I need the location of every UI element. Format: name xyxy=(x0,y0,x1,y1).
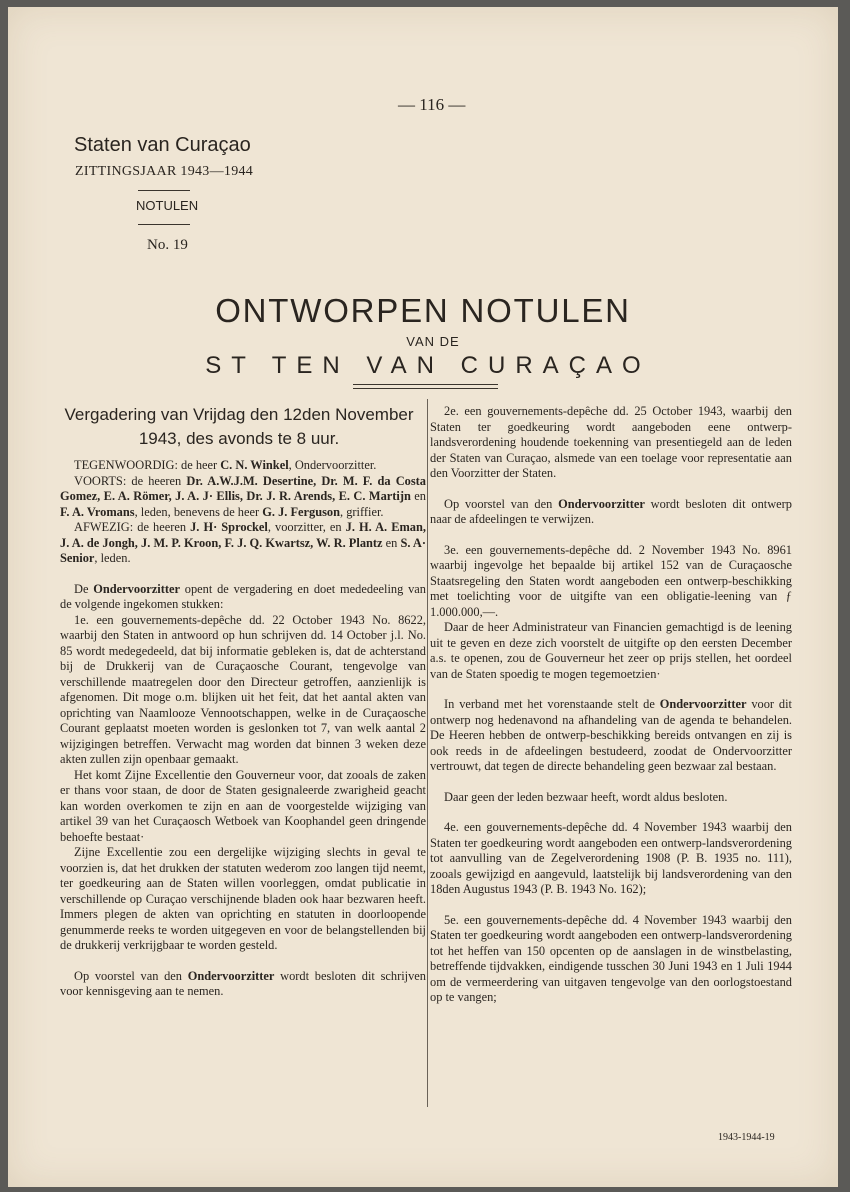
present-label: TEGENWOORDIG: de heer xyxy=(74,458,221,472)
header-rule-top xyxy=(138,190,190,191)
item-3-proposal-post: voor dit ontwerp nog hedenavond na afhandeling van de agenda te behandelen. De Heeren hebben de ontwerp-beschikking bereids ontvangen en zij is ook reeds in de afdeelingen bestudeerd, zoodat de Ondervoorzitter vertrouwt, dat tegen de directe behandeling geen bezwaar zal bestaan. xyxy=(430,697,792,773)
header-title: Staten van Curaçao xyxy=(74,134,251,156)
item-1-decision xyxy=(60,969,426,1000)
absent-label: AFWEZIG: de heeren xyxy=(74,520,191,534)
item-5: 5e. een gouvernements-depêche dd. 4 November 1943 waarbij den Staten ter goedkeuring wordt aangeboden een ontwerp-landsverordening tot het heffen van 150 opcenten op de aanslagen in de winstbelasting, betreffende tijdvakken, eindigende tusschen 30 Juni 1943 en 1 Juli 1944 om de vermeerdering van uitgaven tengevolge van den oorlogstoestand op te vangen; xyxy=(430,912,792,1004)
meeting-title: Vergadering van Vrijdag den 12den November 1943, des avonds te 8 uur. xyxy=(64,405,414,448)
item-2: 2e. een gouvernements-depêche dd. 25 October 1943, waarbij den Staten ter goedkeuring wordt aangeboden eene ontwerp-landsverordening houdende toekenning van presentiegeld aan de leden der Staten van Curaçao, alsmede van een toelage voor representatie aan den Voorzitter der Staten. xyxy=(430,404,792,480)
absent-post: , leden. xyxy=(94,551,131,565)
left-column xyxy=(60,458,426,1000)
opening-paragraph xyxy=(60,582,426,613)
title-staten: ST TEN VAN CURAÇAO xyxy=(205,352,651,379)
main-title: ONTWORPEN NOTULEN xyxy=(215,292,631,329)
item-2-decision xyxy=(430,497,792,528)
absent-names: J. H. A. Eman, J. A. de Jongh, J. M. P. Kroon, F. J. Q. Kwartsz, W. R. Plantz xyxy=(60,520,426,550)
decision-pre: Op voorstel van den xyxy=(74,968,188,983)
absent-and: en xyxy=(382,535,401,550)
title-underline-2 xyxy=(353,388,498,389)
decision-bold: Ondervoorzitter xyxy=(187,968,275,983)
item-1-para-3: Zijne Excellentie zou een dergelijke wijziging slechts in geval te voorzien is, dat het drukken der statuten wederom zoo langen tijd neemt, ter goedkeuring aan de Staten willen voorleggen, omdat publicatie in verschillende op Curaçao verschijnende bladen ook haar bezwaren heeft. Immers plegen de akten van oprichting en statuten in doorloopende genummerde reeks te worden uitgegeven en voor de belangstellenden bij de drukkerij verkrijgbaar te worden gesteld. xyxy=(60,845,426,952)
item-3-proposal-bold: Ondervoorzitter xyxy=(659,697,747,711)
opening-post: opent de vergadering en doet mededeeling van de volgende ingekomen stukken: xyxy=(60,581,427,611)
document-page xyxy=(8,7,838,1187)
present-role: , Ondervoorzitter. xyxy=(288,458,377,472)
present-name: C. N. Winkel xyxy=(220,458,289,472)
opening-pre: De xyxy=(74,581,94,596)
present-paragraph xyxy=(60,458,426,474)
also-present-name2: F. A. Vromans xyxy=(60,504,135,519)
page-number: — 116 — xyxy=(398,95,466,114)
also-present-paragraph xyxy=(60,474,426,521)
item-1-para-2: Het komt Zijne Excellentie den Gouverneur voor, dat zooals de zaken er thans voor staan, de door de Staten gesignaleerde zwarigheid geacht kan worden overkomen te zijn en aan de voorgestelde wijziging van artikel 39 van het Curaçaosch Wetboek van Koophandel geen dringende behoefte bestaat· xyxy=(60,767,426,844)
opening-bold: Ondervoorzitter xyxy=(93,581,180,596)
title-underline-1 xyxy=(353,384,498,385)
item-3-para-2: Daar de heer Administrateur van Financien gemachtigd is de leening uit te geven en deze zich voorstelt de uitgifte op den eersten December a.s. te openen, zou de Gouverneur het zeer op prijs stellen, het oordeel van de Staten spoedig te mogen tegemoetzien· xyxy=(430,620,792,681)
also-present-names: Dr. A.W.J.M. Desertine, Dr. M. F. da Costa Gomez, E. A. Römer, J. A. J· Ellis, Dr. J. R. Arends, E. C. Martijn xyxy=(60,473,426,503)
session-year: ZITTINGSJAAR 1943—1944 xyxy=(75,164,254,179)
also-present-and: en xyxy=(410,489,426,503)
header-rule-bottom xyxy=(138,224,190,225)
item-2-decision-bold: Ondervoorzitter xyxy=(558,496,645,511)
item-2-decision-post: wordt besloten dit ontwerp naar de afdeelingen te verwijzen. xyxy=(430,496,792,526)
item-3-decision: Daar geen der leden bezwaar heeft, wordt aldus besloten. xyxy=(444,789,728,804)
also-present-mid: , leden, benevens de heer xyxy=(134,504,263,519)
document-type: NOTULEN xyxy=(136,198,199,213)
absent-chairman-role: , voorzitter, en xyxy=(267,520,346,534)
clerk-name: G. J. Ferguson xyxy=(262,504,341,519)
right-column xyxy=(430,404,792,1006)
title-van-de: VAN DE xyxy=(406,334,460,349)
clerk-role: , griffier. xyxy=(340,504,384,519)
item-3-proposal xyxy=(430,697,792,775)
absent-name-last: S. A· Senior xyxy=(60,535,427,565)
item-2-decision-pre: Op voorstel van den xyxy=(444,496,559,511)
decision-post: wordt besloten dit schrijven voor kennisgeving aan te nemen. xyxy=(60,968,426,998)
footer-code: 1943-1944-19 xyxy=(718,1132,775,1143)
absent-chairman: J. H· Sprockel xyxy=(190,520,268,534)
item-4: 4e. een gouvernements-depêche dd. 4 November 1943 waarbij den Staten ter goedkeuring wordt aangeboden een ontwerp-landsverordening tot aanvulling van de Zegelverordening 1908 (P. B. 1935 no. 111), zooals gewijzigd en aangevuld, laatstelijk bij landsverordening van den 18den Augustus 1943 (P. B. 1943 No. 162); xyxy=(430,820,792,896)
item-1: 1e. een gouvernements-depêche dd. 22 October 1943 No. 8622, waarbij den Staten in antwoord op hun schrijven dd. 14 October j.l. No. 85 wordt medegedeeld, dat bij informatie gebleken is, dat de achterstand bij de Drukkerij van de Curaçaosche Courant, tengevolge van verschillende maatregelen door den Directeur getroffen, aanzienlijk is afgenomen. Dit moge o.m. blijken uit het feit, dat het aantal akten van oprichting van Naamlooze Vennootschappen, welke in de Curaçaosche Courant geplaatst moeten worden is geslonken tot 7, van welk aantal 2 wijzigingen betreffen. Verwacht mag worden dat binnen 3 weken deze akten zullen zijn openbaar gemaakt. xyxy=(60,612,426,766)
document-number: No. 19 xyxy=(147,237,188,253)
also-present-label: VOORTS: de heeren xyxy=(74,473,187,488)
column-divider xyxy=(427,399,428,1107)
item-3-proposal-pre: In verband met het vorenstaande stelt de xyxy=(444,697,660,711)
absent-paragraph xyxy=(60,520,426,567)
item-3: 3e. een gouvernements-depêche dd. 2 November 1943 No. 8961 waarbij ingevolge het bepaalde bij artikel 152 van de Curaçaosche Staatsregeling den Staten wordt aangeboden een ontwerp-beschikking met toelichting voor de uitgifte van een obligatie-leening van ƒ 1.000.000,—. xyxy=(430,542,792,619)
